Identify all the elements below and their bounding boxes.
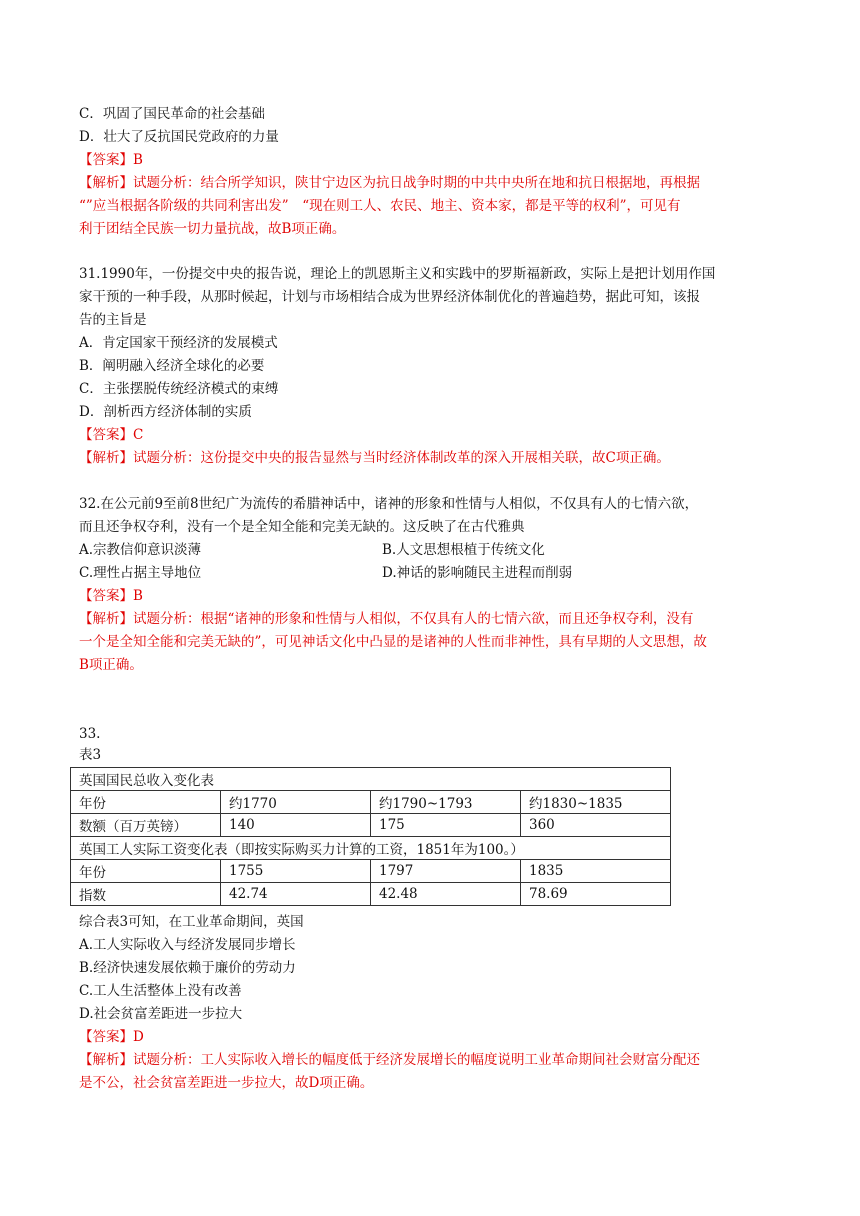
table-cell: 年份 — [71, 860, 221, 883]
q31-option-c: C．主张摆脱传统经济模式的束缚 — [79, 381, 279, 397]
q33-option-a: A.工人实际收入与经济发展同步增长 — [79, 937, 296, 953]
table-cell: 360 — [521, 814, 671, 837]
table-cell: 约1830~1835 — [521, 791, 671, 814]
table-cell: 42.48 — [371, 883, 521, 906]
q33-analysis-line: 【解析】试题分析：工人实际收入增长的幅度低于经济发展增长的幅度说明工业革命期间社会财富分配还 — [79, 1052, 700, 1068]
q32-analysis-line: 【解析】试题分析：根据“诸神的形象和性情与人相似，不仅具有人的七情六欲，而且还争权夺利，没有 — [79, 611, 694, 627]
q33-table-label: 表3 — [79, 747, 102, 763]
q32-option-b: B.人文思想根植于传统文化 — [382, 542, 545, 558]
q30-analysis-line: 【解析】试题分析：结合所学知识，陕甘宁边区为抗日战争时期的中共中央所在地和抗日根据地，再根据 — [79, 175, 700, 191]
q33-number: 33. — [79, 726, 101, 742]
q31-analysis-line: 【解析】试题分析：这份提交中央的报告显然与当时经济体制改革的深入开展相关联，故C项正确。 — [79, 450, 670, 466]
table-cell: 约1790~1793 — [371, 791, 521, 814]
table-cell: 约1770 — [221, 791, 371, 814]
q31-answer: 【答案】C — [79, 427, 144, 443]
table-cell: 42.74 — [221, 883, 371, 906]
table-title-national-income: 英国国民总收入变化表 — [71, 768, 671, 791]
q32-analysis-line: B项正确。 — [79, 657, 143, 673]
table-cell: 1797 — [371, 860, 521, 883]
q33-analysis-line: 是不公，社会贫富差距进一步拉大，故D项正确。 — [79, 1075, 374, 1091]
table-row — [71, 860, 671, 883]
q30-option-c: C．巩固了国民革命的社会基础 — [79, 106, 265, 122]
q31-stem-line: 家干预的一种手段，从那时候起，计划与市场相结合成为世界经济体制优化的普遍趋势，据此可知，该报 — [79, 289, 700, 305]
q33-option-b: B.经济快速发展依赖于廉价的劳动力 — [79, 960, 296, 976]
table-cell: 指数 — [71, 883, 221, 906]
table-title-real-wages: 英国工人实际工资变化表（即按实际购买力计算的工资，1851年为100。） — [71, 837, 671, 860]
q31-option-b: B．阐明融入经济全球化的必要 — [79, 358, 265, 374]
data-table — [70, 767, 671, 906]
q30-analysis-line: 利于团结全民族一切力量抗战，故B项正确。 — [79, 221, 346, 237]
q32-option-c: C.理性占据主导地位 — [79, 565, 202, 581]
q31-option-d: D．剖析西方经济体制的实质 — [79, 404, 252, 420]
table-cell: 1835 — [521, 860, 671, 883]
q31-stem-line: 告的主旨是 — [79, 312, 147, 328]
q32-stem-line: 而且还争权夺利，没有一个是全知全能和完美无缺的。这反映了在古代雅典 — [79, 519, 525, 535]
q32-stem-line: 32.在公元前9至前8世纪广为流传的希腊神话中，诸神的形象和性情与人相似，不仅具有人的七情六欲， — [79, 496, 699, 512]
table-cell: 1755 — [221, 860, 371, 883]
q32-options-row — [79, 540, 779, 560]
q32-answer: 【答案】B — [79, 588, 143, 604]
q33-option-d: D.社会贫富差距进一步拉大 — [79, 1006, 243, 1022]
table-cell: 数额（百万英镑） — [71, 814, 221, 837]
table-row — [71, 883, 671, 906]
table-cell: 年份 — [71, 791, 221, 814]
table-row — [71, 814, 671, 837]
q32-option-a: A.宗教信仰意识淡薄 — [79, 542, 202, 558]
q32-option-d: D.神话的影响随民主进程而削弱 — [382, 565, 573, 581]
table-title-row — [71, 837, 671, 860]
q33-answer: 【答案】D — [79, 1029, 144, 1045]
q31-stem-line: 31.1990年，一份提交中央的报告说，理论上的凯恩斯主义和实践中的罗斯福新政，实际上是把计划用作国 — [79, 266, 716, 282]
q30-option-d: D．壮大了反抗国民党政府的力量 — [79, 129, 279, 145]
table-cell: 78.69 — [521, 883, 671, 906]
table-title-row — [71, 768, 671, 791]
q31-option-a: A．肯定国家干预经济的发展模式 — [79, 335, 278, 351]
q32-options-row — [79, 563, 779, 583]
table-row — [71, 791, 671, 814]
q32-analysis-line: 一个是全知全能和完美无缺的”，可见神话文化中凸显的是诸神的人性而非神性，具有早期的人文思想，故 — [79, 634, 707, 650]
q33-stem: 综合表3可知，在工业革命期间，英国 — [79, 914, 304, 930]
q33-option-c: C.工人生活整体上没有改善 — [79, 983, 242, 999]
q30-analysis-line: “”应当根据各阶级的共同利害出发” “现在则工人、农民、地主、资本家，都是平等的权利”，可见有 — [79, 198, 681, 214]
q30-answer: 【答案】B — [79, 152, 143, 168]
table-cell: 140 — [221, 814, 371, 837]
table-cell: 175 — [371, 814, 521, 837]
